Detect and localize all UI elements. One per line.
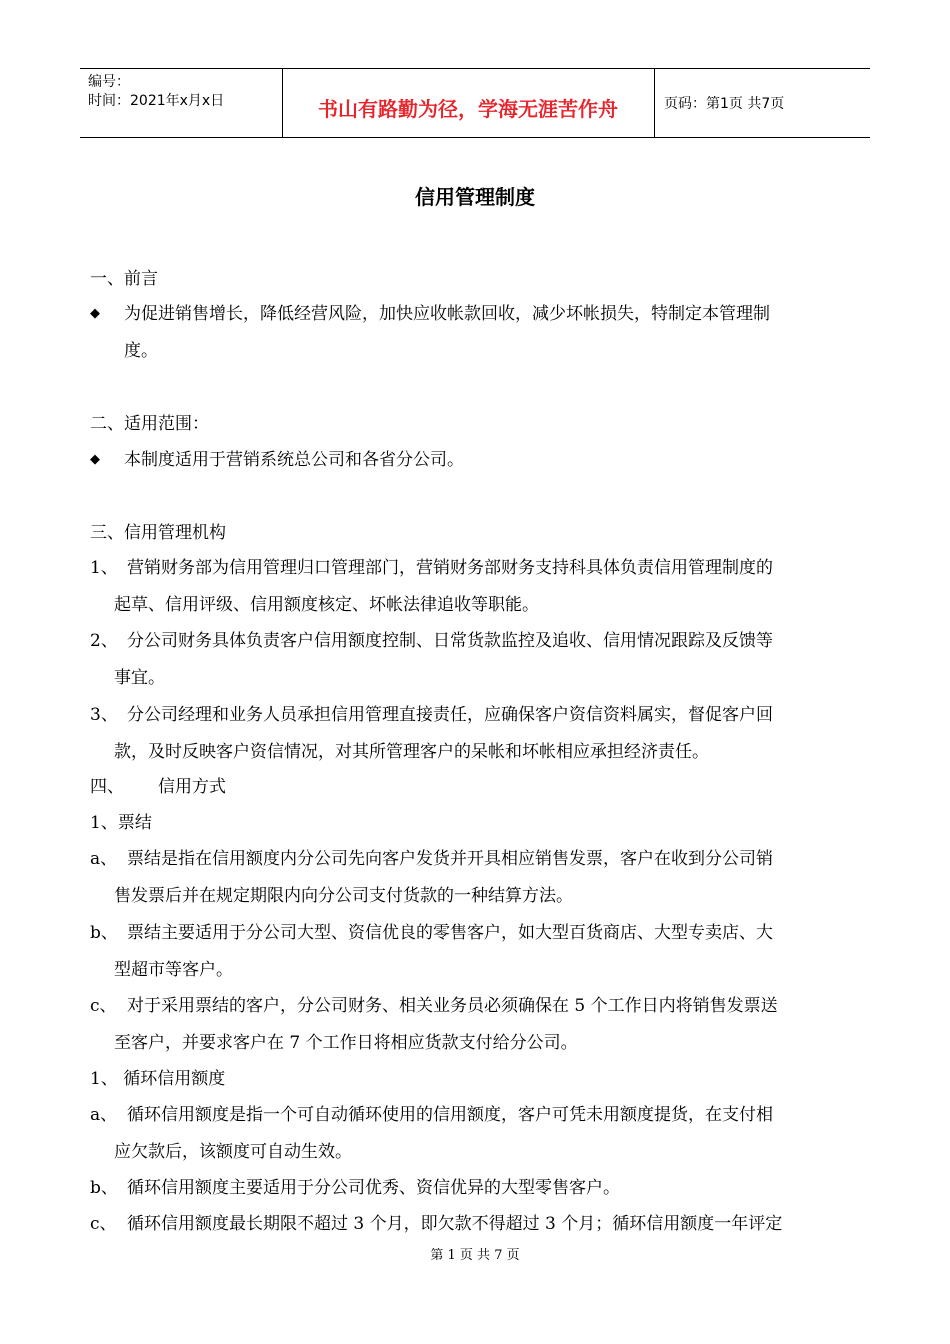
list-marker: b、: [90, 923, 118, 943]
list-marker: c、: [90, 996, 117, 1016]
list-marker: 1、: [90, 558, 118, 578]
list-marker: b、: [90, 1178, 118, 1198]
list-marker: 3、: [90, 705, 118, 725]
list-marker: 2、: [90, 631, 118, 651]
time-label: 时间：2021年x月x日: [88, 93, 225, 109]
section-heading: 信用方式: [158, 777, 226, 797]
list-item-line: 起草、信用评级、信用额度核定、坏帐法律追收等职能。: [114, 595, 539, 615]
document-header: [80, 68, 870, 138]
list-item-line: 循环信用额度主要适用于分公司优秀、资信优异的大型零售客户。: [127, 1178, 620, 1198]
list-item-line: 事宜。: [114, 668, 165, 688]
list-item-line: 循环信用额度是指一个可自动循环使用的信用额度，客户可凭未用额度提货，在支付相: [127, 1105, 773, 1125]
paragraph-line: 度。: [124, 341, 158, 361]
header-motto-cell: [282, 69, 655, 137]
section-heading-number: 四、: [90, 777, 124, 797]
paragraph-line: 为促进销售增长，降低经营风险，加快应收帐款回收，减少坏帐损失，特制定本管理制: [124, 304, 770, 324]
list-item-line: 售发票后并在规定期限内向分公司支付货款的一种结算方法。: [114, 886, 573, 906]
section-heading: 一、前言: [90, 269, 158, 289]
bullet-diamond-icon: ◆: [90, 306, 100, 321]
list-marker: a、: [90, 849, 118, 869]
subsection-heading: 1、 循环信用额度: [90, 1069, 226, 1089]
number-label: 编号：: [88, 74, 130, 90]
section-heading: 三、信用管理机构: [90, 523, 226, 543]
bullet-diamond-icon: ◆: [90, 452, 100, 467]
list-item-line: 分公司经理和业务人员承担信用管理直接责任，应确保客户资信资料属实，督促客户回: [127, 705, 773, 725]
list-item-line: 票结是指在信用额度内分公司先向客户发货并开具相应销售发票，客户在收到分公司销: [127, 849, 773, 869]
page-info: 页码：第1页 共7页: [664, 96, 785, 112]
list-item-line: 分公司财务具体负责客户信用额度控制、日常货款监控及追收、信用情况跟踪及反馈等: [127, 631, 773, 651]
list-item-line: 票结主要适用于分公司大型、资信优良的零售客户，如大型百货商店、大型专卖店、大: [127, 923, 773, 943]
list-item-line: 对于采用票结的客户，分公司财务、相关业务员必须确保在 5 个工作日内将销售发票送: [127, 996, 778, 1016]
paragraph-line: 本制度适用于营销系统总公司和各省分公司。: [124, 450, 464, 470]
list-marker: a、: [90, 1105, 118, 1125]
list-item-line: 至客户，并要求客户在 7 个工作日将相应货款支付给分公司。: [114, 1033, 578, 1053]
header-info-cell: [80, 69, 283, 137]
list-item-line: 营销财务部为信用管理归口管理部门，营销财务部财务支持科具体负责信用管理制度的: [127, 558, 773, 578]
section-heading: 二、适用范围：: [90, 414, 209, 434]
list-item-line: 循环信用额度最长期限不超过 3 个月，即欠款不得超过 3 个月；循环信用额度一年评定: [127, 1214, 783, 1234]
list-item-line: 款，及时反映客户资信情况，对其所管理客户的呆帐和坏帐相应承担经济责任。: [114, 742, 709, 762]
header-page-cell: [654, 69, 870, 137]
page-footer: 第 1 页 共 7 页: [430, 1248, 520, 1263]
list-marker: c、: [90, 1214, 117, 1234]
document-title: 信用管理制度: [415, 185, 535, 209]
motto: 书山有路勤为径，学海无涯苦作舟: [318, 97, 618, 121]
subsection-heading: 1、票结: [90, 813, 152, 833]
list-item-line: 型超市等客户。: [114, 960, 233, 980]
list-item-line: 应欠款后，该额度可自动生效。: [114, 1142, 352, 1162]
